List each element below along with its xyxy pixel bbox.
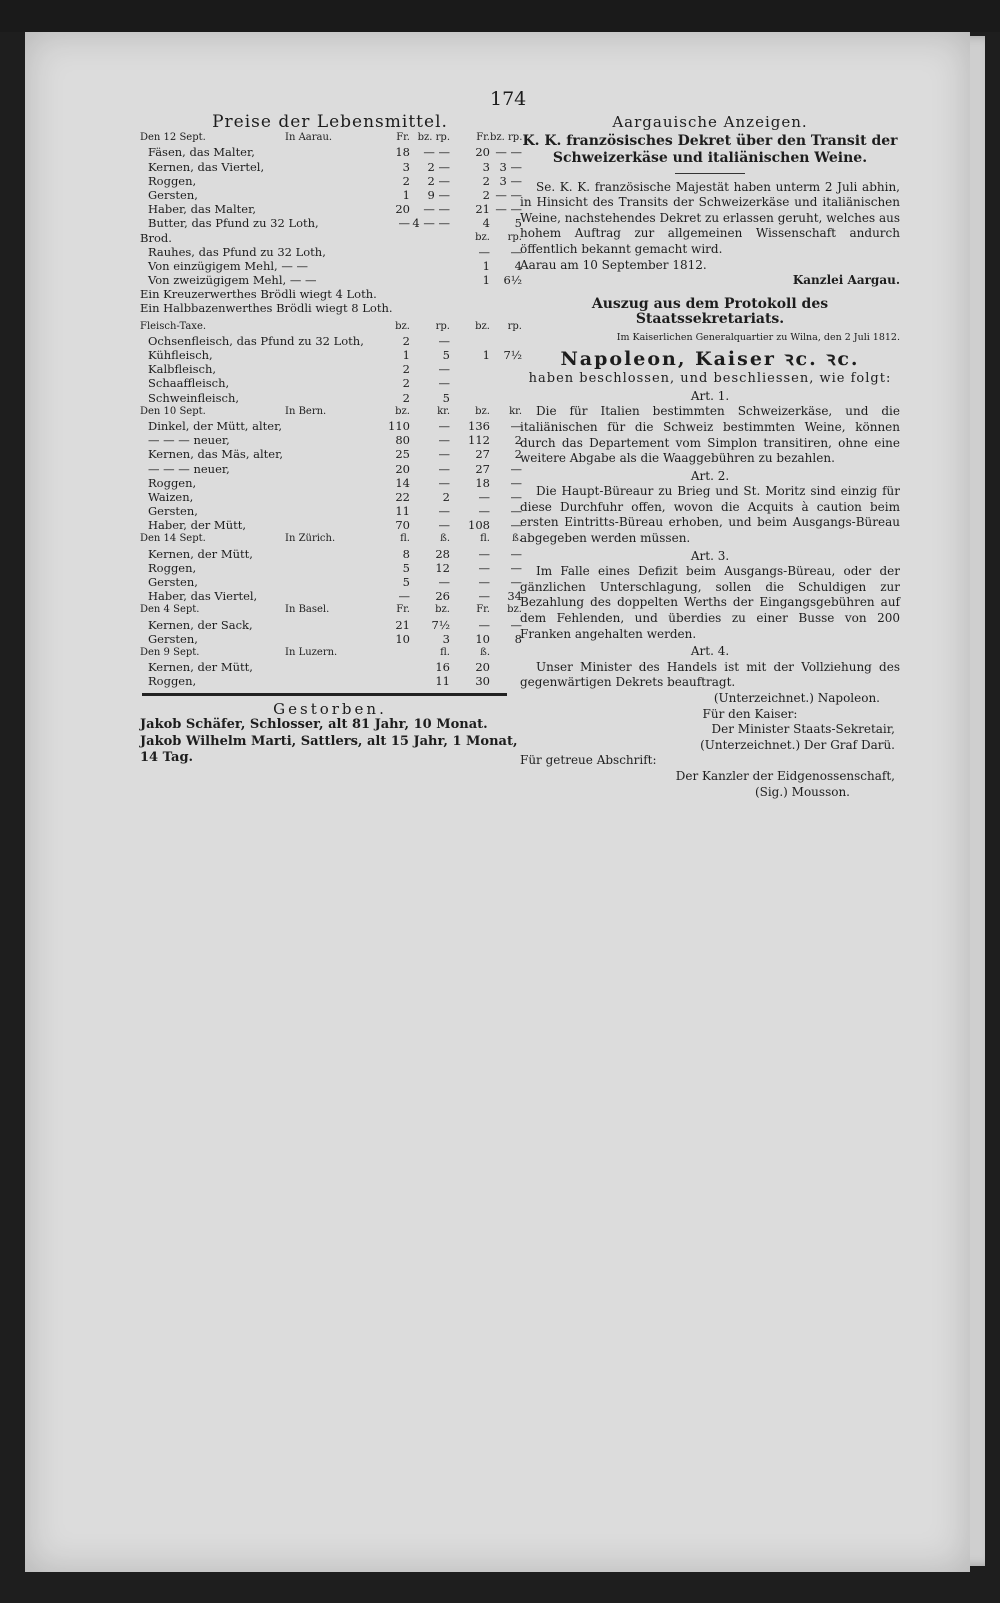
price-row: [140, 245, 520, 259]
price-cell: —: [438, 575, 450, 590]
price-cell: 16: [435, 660, 450, 675]
col-header: kr.: [509, 405, 522, 417]
price-cell: 18: [395, 145, 410, 160]
col-header: bz.: [475, 405, 490, 417]
item-name: Kernen, der Mütt,: [148, 660, 253, 675]
signature-daru: (Unterzeichnet.) Der Graf Darü.: [700, 737, 895, 752]
item-name: Gersten,: [148, 504, 198, 519]
price-cell: 5: [402, 560, 410, 575]
meat-title: Fleisch-Taxe.: [140, 320, 207, 332]
price-cell: 2 —: [427, 173, 450, 188]
price-cell: 5: [442, 348, 450, 363]
price-cell: —: [438, 518, 450, 533]
zurich-header: [140, 532, 520, 546]
item-name: Dinkel, der Mütt, alter,: [148, 418, 282, 433]
price-cell: — —: [495, 187, 522, 202]
price-cell: —: [438, 333, 450, 348]
price-cell: —: [438, 475, 450, 490]
item-name: Kühfleisch,: [148, 348, 213, 363]
price-row: [140, 476, 520, 490]
price-row: [140, 348, 520, 362]
price-cell: 2: [402, 362, 410, 377]
price-cell: 3: [482, 159, 490, 174]
col-header: kr.: [437, 405, 450, 417]
price-cell: 20: [395, 202, 410, 217]
item-name: Roggen,: [148, 173, 197, 188]
price-cell: —: [398, 216, 410, 231]
price-cell: —: [510, 518, 522, 533]
article-label: Art. 3.: [690, 548, 730, 563]
price-row: [140, 547, 520, 561]
item-name: Ochsenfleisch, das Pfund zu 32 Loth,: [148, 333, 364, 348]
protocol-title: Auszug aus dem Protokoll des Staatssekretariats.: [591, 295, 829, 328]
price-cell: 30: [475, 674, 490, 689]
price-cell: —: [478, 617, 490, 632]
price-cell: 80: [395, 433, 410, 448]
bread-title: Brod.: [140, 230, 172, 245]
col-header: bz.: [475, 231, 490, 243]
aarau-header: [140, 131, 523, 145]
prices-title: Preise der Lebensmittel.: [212, 112, 448, 132]
date-line: Aarau am 10 September 1812.: [520, 257, 707, 272]
aarau-place: In Aarau.: [285, 132, 333, 144]
price-cell: 7½: [503, 348, 522, 363]
price-row: [140, 188, 520, 202]
price-row: [140, 160, 520, 174]
price-cell: — —: [423, 145, 450, 160]
price-cell: 2: [482, 173, 490, 188]
price-cell: 2: [442, 489, 450, 504]
col-header: Fr.: [396, 132, 410, 144]
price-cell: —: [510, 575, 522, 590]
price-cell: —: [510, 489, 522, 504]
for-emperor: Für den Kaiser:: [702, 706, 798, 721]
price-cell: 1: [482, 258, 490, 273]
price-cell: 2: [402, 390, 410, 405]
price-cell: 5: [442, 390, 450, 405]
price-cell: —: [478, 589, 490, 604]
price-cell: —: [510, 475, 522, 490]
emperor-heading: Napoleon, Kaiser ꝛc. ꝛc.: [560, 347, 860, 370]
price-cell: 3: [442, 631, 450, 646]
decree-title: K. K. französisches Dekret über den Transit der Schweizerkäse und italiänischen Weine.: [522, 132, 898, 166]
price-cell: —: [510, 418, 522, 433]
price-cell: 8: [402, 546, 410, 561]
price-row: [140, 660, 520, 674]
price-row: [140, 433, 520, 447]
price-cell: 1: [402, 348, 410, 363]
item-name: Kernen, das Viertel,: [148, 159, 265, 174]
col-header: bz. rp.: [490, 132, 523, 144]
section-divider: [142, 693, 507, 696]
price-cell: 2: [402, 333, 410, 348]
price-cell: —: [438, 433, 450, 448]
deaths-section: [140, 699, 520, 766]
price-cell: 28: [435, 546, 450, 561]
price-cell: 1: [402, 187, 410, 202]
item-name: Schaaffleisch,: [148, 376, 230, 391]
item-name: Haber, der Mütt,: [148, 518, 246, 533]
price-cell: — —: [495, 202, 522, 217]
aarau-date: Den 12 Sept.: [140, 132, 206, 144]
bread-note-text: Ein Halbbazenwerthes Brödli wiegt 8 Loth.: [140, 301, 393, 316]
bern-place: In Bern.: [285, 405, 327, 417]
item-name: Kalbfleisch,: [148, 362, 217, 377]
item-name: Roggen,: [148, 674, 197, 689]
luzern-date: Den 9 Sept.: [140, 646, 200, 658]
item-name: Gersten,: [148, 187, 198, 202]
price-cell: 20: [475, 145, 490, 160]
col-header: ß.: [440, 533, 450, 545]
price-cell: 3 —: [499, 159, 522, 174]
price-cell: 20: [475, 660, 490, 675]
price-cell: 4: [482, 216, 490, 231]
price-row: [140, 518, 520, 532]
col-header: bz.: [395, 320, 410, 332]
col-header: Fr.: [396, 604, 410, 616]
basel-place: In Basel.: [285, 604, 330, 616]
col-header: rp.: [435, 320, 450, 332]
col-header: ß.: [512, 533, 522, 545]
price-cell: 10: [395, 631, 410, 646]
price-cell: 34: [507, 589, 522, 604]
price-cell: —: [438, 376, 450, 391]
item-name: Roggen,: [148, 560, 197, 575]
price-cell: 2: [514, 433, 522, 448]
price-row: [140, 145, 520, 159]
price-row: [140, 561, 520, 575]
basel-header: [140, 603, 520, 617]
bern-date: Den 10 Sept.: [140, 405, 206, 417]
price-row: [140, 259, 520, 273]
price-cell: 11: [395, 504, 410, 519]
bread-note: [140, 287, 520, 301]
meat-header: [140, 320, 520, 334]
bern-header: [140, 405, 520, 419]
price-row: [140, 575, 520, 589]
price-cell: 18: [475, 475, 490, 490]
price-cell: 110: [388, 418, 410, 433]
price-cell: 21: [475, 202, 490, 217]
notices-section-title: Aargauische Anzeigen.: [612, 113, 808, 131]
item-name: Schweinfleisch,: [148, 390, 240, 405]
price-row: [140, 334, 520, 348]
price-cell: —: [510, 244, 522, 259]
article-label: Art. 2.: [690, 468, 730, 483]
item-name: Rauhes, das Pfund zu 32 Loth,: [148, 244, 326, 259]
price-cell: —: [510, 560, 522, 575]
item-name: Waizen,: [148, 489, 194, 504]
price-cell: 22: [395, 489, 410, 504]
price-cell: —: [510, 617, 522, 632]
price-cell: 3: [402, 159, 410, 174]
price-row: [140, 202, 520, 216]
price-cell: 1: [482, 273, 490, 288]
article-label: Art. 1.: [690, 388, 730, 403]
price-cell: 5: [402, 575, 410, 590]
signature-napoleon: (Unterzeichnet.) Napoleon.: [713, 691, 880, 705]
col-header: Fr.: [476, 604, 490, 616]
bread-header: [140, 231, 520, 245]
prices-column: [140, 112, 523, 767]
zurich-place: In Zürich.: [285, 533, 336, 545]
decree-intro: Se. K. K. französische Majestät haben unterm 2 Juli abhin, in Hinsicht des Transits der Schweizerkäse und italiänischen Weine, nachstehendes Dekret zu erlassen geruht, welches aus hohem Auftrag zur allgemeinen Wissenschaft andurch öffentlich bekannt gemacht wird.: [520, 179, 900, 256]
item-name: Kernen, der Mütt,: [148, 546, 253, 561]
price-cell: 108: [468, 518, 490, 533]
short-divider: [675, 173, 745, 174]
col-header: fl.: [440, 646, 450, 658]
col-header: bz.: [475, 320, 490, 332]
price-cell: —: [438, 362, 450, 377]
item-name: Haber, das Viertel,: [148, 589, 258, 604]
luzern-place: In Luzern.: [285, 646, 338, 658]
luzern-header: [140, 646, 520, 660]
background-top: [0, 0, 1000, 32]
price-cell: 7½: [431, 617, 450, 632]
price-cell: 4: [514, 258, 522, 273]
price-cell: 2: [402, 376, 410, 391]
price-cell: —: [510, 504, 522, 519]
price-cell: 12: [435, 560, 450, 575]
item-name: Roggen,: [148, 475, 197, 490]
price-cell: —: [478, 560, 490, 575]
faithful-copy: Für getreue Abschrift:: [520, 753, 657, 768]
price-cell: 8: [514, 631, 522, 646]
col-header: bz. rp.: [417, 132, 450, 144]
article-label: Art. 4.: [690, 644, 730, 659]
deaths-title: Gestorben.: [273, 699, 387, 718]
price-cell: 11: [435, 674, 450, 689]
death-entry: Jakob Schäfer, Schlosser, alt 81 Jahr, 10 Monat.: [140, 716, 488, 732]
chancellor-line: Der Kanzler der Eidgenossenschaft,: [675, 768, 895, 783]
price-row: [140, 462, 520, 476]
price-row: [140, 216, 520, 230]
price-cell: 2 —: [427, 159, 450, 174]
price-cell: 14: [395, 475, 410, 490]
price-cell: 136: [468, 418, 490, 433]
price-row: [140, 618, 520, 632]
article-text: Die für Italien bestimmten Schweizerkäse, und die italiänischen für die Schweiz bestimmten Weine, können durch das Departement vom Simplon transitiren, ohne eine weitere Abgabe als die Waaggebühren zu bezahlen.: [520, 404, 900, 466]
price-cell: 2: [514, 447, 522, 462]
article-text: Die Haupt-Büreaur zu Brieg und St. Moritz sind einzig für diese Durchfuhr offen, wovon die Acquits à caution beim ersten Eintritts-Büreau erhoben, und beim Ausgangs-Büreau abgegeben werden müssen.: [520, 484, 900, 546]
bread-note: [140, 301, 520, 315]
col-header: fl.: [480, 533, 490, 545]
price-cell: 6½: [503, 273, 522, 288]
price-cell: 4 — —: [412, 216, 450, 231]
col-header: rp.: [507, 231, 522, 243]
price-row: [140, 447, 520, 461]
price-cell: —: [398, 589, 410, 604]
price-cell: 70: [395, 518, 410, 533]
price-cell: 25: [395, 447, 410, 462]
death-entry: Jakob Wilhelm Marti, Sattlers, alt 15 Jahr, 1 Monat, 14 Tag.: [140, 733, 518, 765]
price-cell: —: [478, 546, 490, 561]
price-row: [140, 362, 520, 376]
price-cell: —: [478, 575, 490, 590]
price-cell: —: [510, 546, 522, 561]
price-row: [140, 589, 520, 603]
price-row: [140, 391, 520, 405]
col-header: fl.: [400, 533, 410, 545]
price-cell: —: [510, 461, 522, 476]
page-number: 174: [490, 88, 527, 110]
col-header: Fr.: [476, 132, 490, 144]
price-row: [140, 632, 520, 646]
price-cell: —: [478, 244, 490, 259]
price-cell: 20: [395, 461, 410, 476]
item-name: — — — neuer,: [148, 433, 230, 448]
price-cell: — —: [423, 202, 450, 217]
article-text: Unser Minister des Handels ist mit der Vollziehung des gegenwärtigen Dekrets beauftragt.: [520, 659, 900, 690]
col-header: bz.: [395, 405, 410, 417]
price-cell: 2: [482, 187, 490, 202]
minister-line: Der Minister Staats-Sekretair,: [711, 722, 895, 737]
col-header: rp.: [507, 320, 522, 332]
price-cell: —: [478, 489, 490, 504]
price-cell: 27: [475, 461, 490, 476]
notices-column: [520, 115, 900, 800]
price-cell: —: [438, 418, 450, 433]
price-cell: —: [438, 461, 450, 476]
item-name: Von einzügigem Mehl, — —: [148, 258, 308, 273]
price-cell: 9 —: [427, 187, 450, 202]
price-cell: 2: [402, 173, 410, 188]
col-header: bz.: [507, 604, 522, 616]
price-row: [140, 504, 520, 518]
price-cell: 10: [475, 631, 490, 646]
basel-date: Den 4 Sept.: [140, 604, 200, 616]
item-name: Gersten,: [148, 631, 198, 646]
item-name: Kernen, das Mäs, alter,: [148, 447, 283, 462]
chancery-sign: Kanzlei Aargau.: [792, 273, 900, 288]
price-row: [140, 174, 520, 188]
signature-mousson: (Sig.) Mousson.: [754, 784, 850, 799]
col-header: ß.: [480, 646, 490, 658]
place-line: Im Kaiserlichen Generalquartier zu Wilna, den 2 Juli 1812.: [616, 331, 900, 343]
item-name: Gersten,: [148, 575, 198, 590]
price-row: [140, 490, 520, 504]
price-row: [140, 273, 520, 287]
bread-note-text: Ein Kreuzerwerthes Brödli wiegt 4 Loth.: [140, 287, 377, 302]
price-cell: 21: [395, 617, 410, 632]
col-header: bz.: [435, 604, 450, 616]
item-name: Kernen, der Sack,: [148, 617, 253, 632]
price-cell: —: [478, 504, 490, 519]
price-cell: —: [438, 504, 450, 519]
resolved-line: haben beschlossen, und beschliessen, wie folgt:: [528, 371, 892, 387]
price-cell: — —: [495, 145, 522, 160]
price-cell: 27: [475, 447, 490, 462]
price-cell: 1: [482, 348, 490, 363]
price-cell: 3 —: [499, 173, 522, 188]
price-cell: 5: [514, 216, 522, 231]
item-name: Von zweizügigem Mehl, — —: [148, 273, 317, 288]
price-cell: 26: [435, 589, 450, 604]
item-name: Haber, das Malter,: [148, 202, 256, 217]
price-row: [140, 419, 520, 433]
price-cell: 112: [468, 433, 490, 448]
article-text: Im Falle eines Defizit beim Ausgangs-Büreau, oder der gänzlichen Unterschlagung, sollen die Schuldigen zur Bezahlung des doppelten Werths der Eingangsgebühren auf dem Fehlenden, und überdies zu einer Busse von 200 Franken angehalten werden.: [520, 564, 900, 641]
item-name: Butter, das Pfund zu 32 Loth,: [148, 216, 319, 231]
price-cell: —: [438, 447, 450, 462]
item-name: Fäsen, das Malter,: [148, 145, 255, 160]
price-row: [140, 376, 520, 390]
item-name: — — — neuer,: [148, 461, 230, 476]
price-row: [140, 674, 520, 688]
zurich-date: Den 14 Sept.: [140, 533, 206, 545]
